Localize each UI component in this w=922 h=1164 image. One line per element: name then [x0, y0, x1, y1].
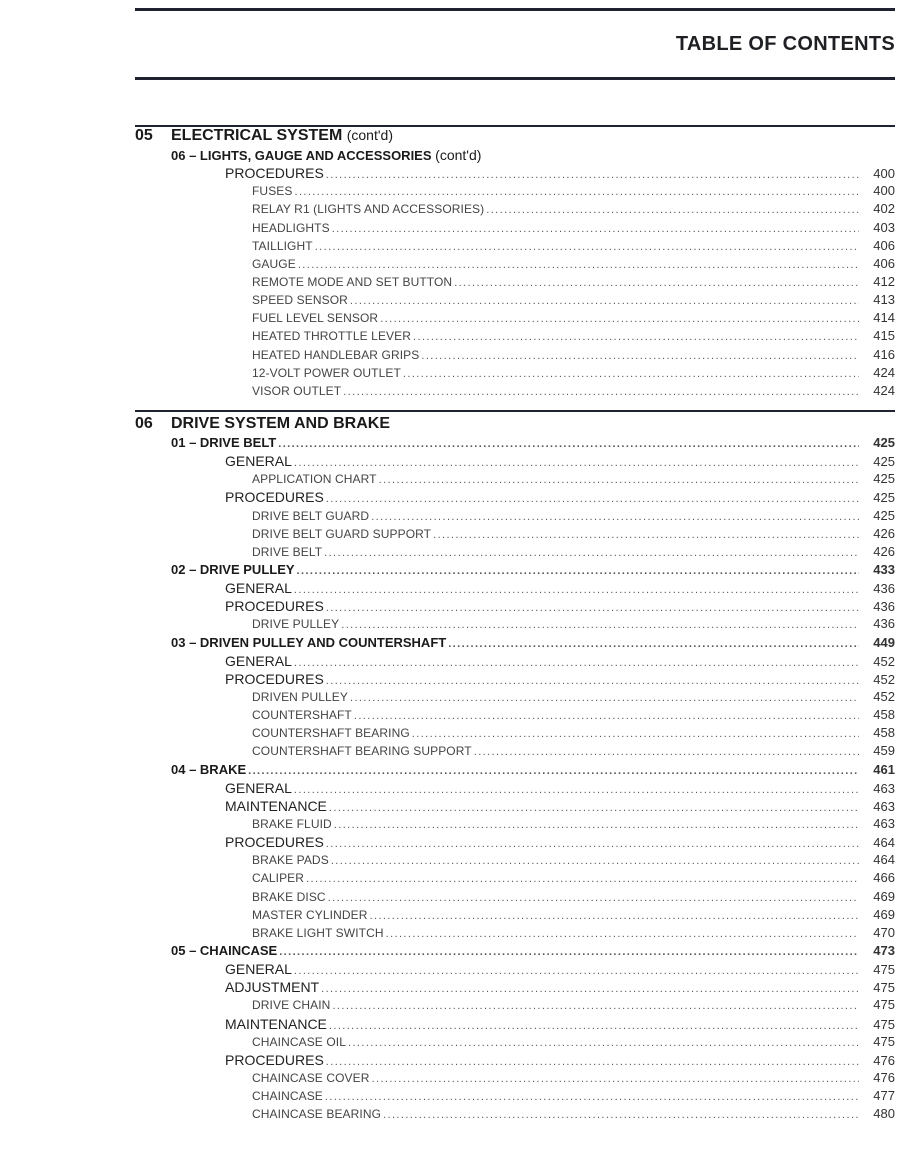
toc-entry[interactable]	[135, 365, 895, 383]
toc-entry[interactable]	[135, 889, 895, 907]
page-number: 436	[873, 581, 895, 597]
entry-label: 12-VOLT POWER OUTLET	[252, 365, 401, 380]
top-rule	[135, 8, 895, 11]
entry-list	[135, 435, 895, 1124]
entry-label: CHAINCASE BEARING	[252, 1107, 382, 1122]
dot-leader	[315, 241, 859, 253]
page-number: 469	[873, 888, 895, 904]
toc-entry[interactable]	[135, 347, 895, 365]
toc-entry[interactable]	[135, 653, 895, 671]
page-number: 433	[873, 561, 895, 577]
entry-label: RELAY R1 (LIGHTS AND ACCESSORIES)	[252, 202, 485, 217]
page-number: 476	[873, 1069, 895, 1085]
toc-entry[interactable]	[135, 201, 895, 219]
dot-leader	[331, 855, 859, 867]
toc-entry[interactable]	[135, 383, 895, 401]
chapter-number: 06	[135, 415, 153, 432]
toc-entry[interactable]	[135, 435, 895, 453]
dot-leader	[348, 1037, 859, 1049]
entry-label: CALIPER	[252, 871, 305, 886]
subsection-title: 06 – LIGHTS, GAUGE AND ACCESSORIES	[171, 148, 432, 163]
entry-label: BRAKE LIGHT SWITCH	[252, 925, 384, 940]
dot-leader	[421, 350, 859, 362]
toc-entry[interactable]	[135, 328, 895, 346]
dot-leader	[306, 873, 859, 885]
page-number: 452	[873, 688, 895, 704]
chapter-heading	[135, 127, 895, 147]
toc-entry[interactable]	[135, 580, 895, 598]
dot-leader	[379, 474, 859, 486]
toc-entry[interactable]	[135, 310, 895, 328]
chapter-title: ELECTRICAL SYSTEM	[171, 127, 343, 144]
page-number: 424	[873, 382, 895, 398]
entry-label: CHAINCASE	[252, 1089, 323, 1104]
dot-leader	[326, 493, 859, 505]
toc-entry[interactable]	[135, 238, 895, 256]
dot-leader	[329, 802, 859, 814]
entry-label: CHAINCASE COVER	[252, 1070, 370, 1085]
page-number: 461	[873, 761, 895, 777]
page-number: 452	[873, 653, 895, 669]
dot-leader	[294, 457, 859, 469]
entry-label: 04 – BRAKE	[171, 761, 247, 777]
entry-label: ADJUSTMENT	[225, 979, 320, 996]
page-number: 475	[873, 980, 895, 996]
dot-leader	[279, 946, 859, 958]
toc-entry[interactable]	[135, 256, 895, 274]
page-number: 436	[873, 616, 895, 632]
page-number: 425	[873, 435, 895, 450]
dot-leader	[380, 313, 859, 325]
page-number: 416	[873, 346, 895, 362]
page-number: 464	[873, 835, 895, 851]
page-number: 425	[873, 507, 895, 523]
page-number: 425	[873, 490, 895, 506]
toc-entry[interactable]	[135, 471, 895, 489]
toc-entry[interactable]	[135, 852, 895, 870]
entry-label: BRAKE DISC	[252, 889, 326, 904]
entry-label: GAUGE	[252, 256, 296, 271]
dot-leader	[294, 784, 859, 796]
entry-label: MASTER CYLINDER	[252, 907, 368, 922]
page-number: 436	[873, 599, 895, 615]
page-number: 412	[873, 273, 895, 289]
page-number: 400	[873, 166, 895, 182]
entry-label: APPLICATION CHART	[252, 472, 377, 487]
toc-entry[interactable]	[135, 489, 895, 507]
page-number: 475	[873, 1016, 895, 1032]
toc-entry[interactable]	[135, 707, 895, 725]
page-number: 400	[873, 183, 895, 199]
dot-leader	[486, 204, 859, 216]
page-number: 475	[873, 997, 895, 1013]
dot-leader	[448, 638, 859, 650]
entry-label: HEADLIGHTS	[252, 220, 330, 235]
dot-leader	[326, 169, 859, 181]
entry-label: DRIVE BELT GUARD SUPPORT	[252, 526, 432, 541]
page-number: 476	[873, 1052, 895, 1068]
toc-entry[interactable]	[135, 562, 895, 580]
page-number: 452	[873, 671, 895, 687]
dot-leader	[370, 910, 859, 922]
toc-section-06	[135, 415, 895, 1124]
entry-label: DRIVE BELT GUARD	[252, 508, 370, 523]
dot-leader	[371, 511, 859, 523]
dot-leader	[328, 892, 859, 904]
entry-label: TAILLIGHT	[252, 238, 313, 253]
dot-leader	[433, 529, 859, 541]
dot-leader	[403, 368, 859, 380]
entry-label: FUEL LEVEL SENSOR	[252, 311, 379, 326]
entry-label: HEATED THROTTLE LEVER	[252, 329, 412, 344]
entry-label: REMOTE MODE AND SET BUTTON	[252, 274, 453, 289]
dot-leader	[350, 295, 859, 307]
dot-leader	[295, 186, 859, 198]
page-number: 475	[873, 1033, 895, 1049]
dot-leader	[297, 565, 859, 577]
toc-entry[interactable]	[135, 961, 895, 979]
toc-entry[interactable]	[135, 907, 895, 925]
toc-entry[interactable]	[135, 834, 895, 852]
continued-label: (cont'd)	[435, 147, 482, 163]
page-number: 449	[873, 634, 895, 650]
toc-entry[interactable]	[135, 292, 895, 310]
dot-leader	[412, 728, 859, 740]
dot-leader	[343, 386, 859, 398]
entry-label: MAINTENANCE	[225, 797, 327, 814]
entry-label: GENERAL	[225, 580, 292, 597]
page-number: 466	[873, 870, 895, 886]
entry-label: 05 – CHAINCASE	[171, 942, 278, 958]
entry-label: 03 – DRIVEN PULLEY AND COUNTERSHAFT	[171, 634, 447, 650]
entry-label: 01 – DRIVE BELT	[171, 435, 277, 450]
dot-leader	[326, 1056, 859, 1068]
toc-entry[interactable]	[135, 165, 895, 183]
toc-entry[interactable]	[135, 220, 895, 238]
dot-leader	[325, 1091, 859, 1103]
page-number: 470	[873, 924, 895, 940]
page-number: 463	[873, 780, 895, 796]
subsection-heading	[135, 147, 895, 165]
page-number: 424	[873, 364, 895, 380]
toc-entry[interactable]	[135, 816, 895, 834]
entry-label: PROCEDURES	[225, 834, 324, 851]
page-number: 459	[873, 743, 895, 759]
entry-label: BRAKE PADS	[252, 853, 329, 868]
chapter-title: DRIVE SYSTEM AND BRAKE	[171, 415, 390, 432]
toc-entry[interactable]	[135, 743, 895, 761]
toc-entry[interactable]	[135, 616, 895, 634]
page-number: 426	[873, 543, 895, 559]
dot-leader	[332, 223, 859, 235]
dot-leader	[321, 983, 859, 995]
toc-entry[interactable]	[135, 689, 895, 707]
dot-leader	[248, 765, 859, 777]
dot-leader	[413, 331, 859, 343]
dot-leader	[454, 277, 859, 289]
entry-label: PROCEDURES	[225, 489, 324, 506]
dot-leader	[474, 746, 859, 758]
toc-entry[interactable]	[135, 635, 895, 653]
page-number: 464	[873, 852, 895, 868]
page-number: 406	[873, 255, 895, 271]
entry-label: COUNTERSHAFT BEARING	[252, 726, 410, 741]
entry-label: COUNTERSHAFT	[252, 708, 352, 723]
dot-leader	[329, 1020, 859, 1032]
dot-leader	[326, 602, 859, 614]
dot-leader	[341, 619, 859, 631]
toc-entry[interactable]	[135, 1034, 895, 1052]
dot-leader	[326, 675, 859, 687]
chapter-heading	[135, 415, 895, 435]
chapter-number: 05	[135, 127, 153, 144]
page-number: 480	[873, 1106, 895, 1122]
page-number: 463	[873, 798, 895, 814]
page-number: 402	[873, 201, 895, 217]
page-number: 425	[873, 471, 895, 487]
page-number: 463	[873, 815, 895, 831]
toc-entry[interactable]	[135, 183, 895, 201]
entry-label: GENERAL	[225, 779, 292, 796]
toc-entry[interactable]	[135, 274, 895, 292]
entry-label: COUNTERSHAFT BEARING SUPPORT	[252, 744, 472, 759]
page-title: TABLE OF CONTENTS	[675, 33, 895, 55]
page-number: 413	[873, 292, 895, 308]
toc-entry[interactable]	[135, 725, 895, 743]
dot-leader	[372, 1073, 859, 1085]
dot-leader	[324, 547, 859, 559]
entry-label: VISOR OUTLET	[252, 383, 342, 398]
entry-label: GENERAL	[225, 961, 292, 978]
dot-leader	[278, 438, 859, 450]
entry-label: DRIVE PULLEY	[252, 617, 340, 632]
entry-label: DRIVE BELT	[252, 544, 323, 559]
entry-label: BRAKE FLUID	[252, 816, 332, 831]
entry-label: PROCEDURES	[225, 165, 324, 182]
toc-entry[interactable]	[135, 544, 895, 562]
page-number: 425	[873, 454, 895, 470]
dot-leader	[326, 838, 859, 850]
toc-entry[interactable]	[135, 453, 895, 471]
entry-label: PROCEDURES	[225, 670, 324, 687]
toc-entry[interactable]	[135, 1016, 895, 1034]
dot-leader	[334, 819, 859, 831]
toc-entry[interactable]	[135, 979, 895, 997]
page-number: 415	[873, 328, 895, 344]
dot-leader	[354, 710, 859, 722]
entry-label: FUSES	[252, 184, 293, 199]
page-number: 458	[873, 725, 895, 741]
title-rule	[135, 77, 895, 80]
entry-label: PROCEDURES	[225, 1051, 324, 1068]
page-number: 414	[873, 310, 895, 326]
toc-entry[interactable]	[135, 1052, 895, 1070]
entry-list	[135, 165, 895, 401]
dot-leader	[294, 584, 859, 596]
page-number: 477	[873, 1088, 895, 1104]
dot-leader	[332, 1000, 859, 1012]
page-number: 469	[873, 906, 895, 922]
entry-label: PROCEDURES	[225, 598, 324, 615]
dot-leader	[350, 692, 859, 704]
toc-entry[interactable]	[135, 780, 895, 798]
toc-entry[interactable]	[135, 762, 895, 780]
toc-entry[interactable]	[135, 997, 895, 1015]
toc-section-05	[135, 127, 895, 401]
toc-entry[interactable]	[135, 870, 895, 888]
page-number: 406	[873, 237, 895, 253]
entry-label: CHAINCASE OIL	[252, 1034, 346, 1049]
section-06-rule	[135, 410, 895, 412]
entry-label: DRIVE CHAIN	[252, 998, 331, 1013]
page-number: 426	[873, 525, 895, 541]
entry-label: DRIVEN PULLEY	[252, 689, 348, 704]
entry-label: 02 – DRIVE PULLEY	[171, 561, 295, 577]
toc-entry[interactable]	[135, 1088, 895, 1106]
toc-entry[interactable]	[135, 598, 895, 616]
dot-leader	[383, 1109, 859, 1121]
page-number: 473	[873, 942, 895, 958]
entry-label: HEATED HANDLEBAR GRIPS	[252, 347, 420, 362]
entry-label: MAINTENANCE	[225, 1015, 327, 1032]
dot-leader	[294, 965, 859, 977]
page-number: 458	[873, 707, 895, 723]
toc-entry[interactable]	[135, 671, 895, 689]
toc-entry[interactable]	[135, 526, 895, 544]
page-number: 403	[873, 219, 895, 235]
toc-entry[interactable]	[135, 1106, 895, 1124]
page-number: 475	[873, 962, 895, 978]
entry-label: GENERAL	[225, 453, 292, 470]
toc-entry[interactable]	[135, 925, 895, 943]
toc-entry[interactable]	[135, 943, 895, 961]
dot-leader	[294, 657, 859, 669]
dot-leader	[386, 928, 859, 940]
dot-leader	[298, 259, 859, 271]
toc-entry[interactable]	[135, 1070, 895, 1088]
toc-entry[interactable]	[135, 798, 895, 816]
entry-label: SPEED SENSOR	[252, 293, 348, 308]
continued-label: (cont'd)	[346, 127, 393, 143]
toc-entry[interactable]	[135, 508, 895, 526]
entry-label: GENERAL	[225, 652, 292, 669]
